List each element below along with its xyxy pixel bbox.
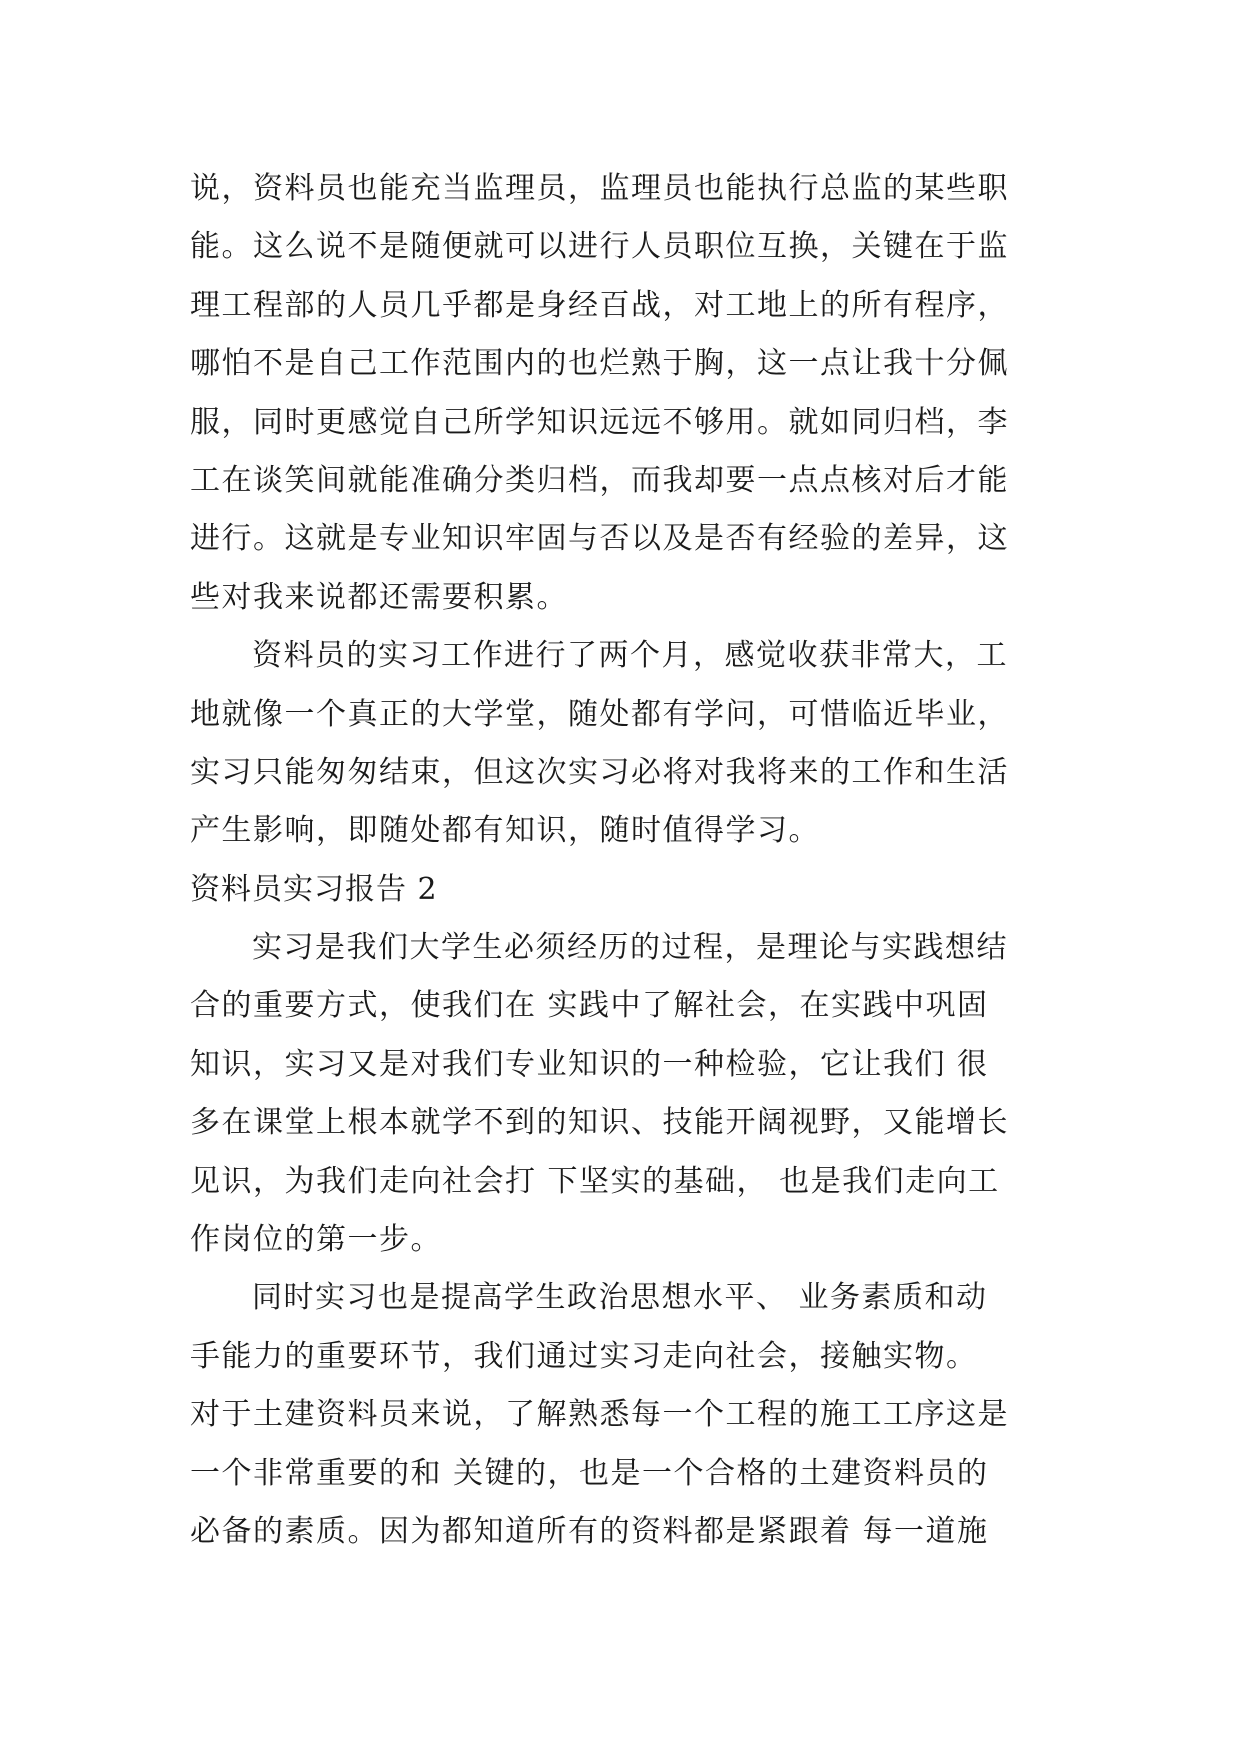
text-line: 作岗位的第一步。	[190, 1222, 442, 1258]
text-line: 理工程部的人员几乎都是身经百战，对工地上的所有程序，	[190, 287, 1009, 323]
text-line: 同时实习也是提高学生政治思想水平、 业务素质和动	[252, 1280, 988, 1316]
text-line: 些对我来说都还需要积累。	[190, 579, 568, 615]
text-line: 产生影响，即随处都有知识，随时值得学习。	[190, 813, 820, 849]
text-line: 手能力的重要环节，我们通过实习走向社会，接触实物。	[190, 1338, 978, 1374]
text-line: 合的重要方式，使我们在 实践中了解社会，在实践中巩固	[190, 988, 989, 1024]
text-line: 必备的素质。因为都知道所有的资料都是紧跟着 每一道施	[190, 1513, 989, 1549]
text-line: 工在谈笑间就能准确分类归档，而我却要一点点核对后才能	[190, 462, 1009, 498]
text-line: 知识，实习又是对我们专业知识的一种检验，它让我们 很	[190, 1046, 989, 1082]
text-line: 说，资料员也能充当监理员，监理员也能执行总监的某些职	[190, 171, 1009, 206]
text-line: 资料员的实习工作进行了两个月，感觉收获非常大，工	[252, 638, 1008, 674]
text-line: 多在课堂上根本就学不到的知识、技能开阔视野，又能增长	[190, 1105, 1009, 1141]
text-line: 地就像一个真正的大学堂，随处都有学问，可惜临近毕业，	[190, 696, 1009, 732]
section-title: 资料员实习报告 2	[190, 871, 438, 907]
paragraph-continuation	[190, 160, 1060, 627]
paragraph-conclusion	[190, 627, 1060, 861]
text-line: 实习只能匆匆结束，但这次实习必将对我将来的工作和生活	[190, 754, 1009, 790]
paragraph-internship-intro	[190, 919, 1060, 1269]
text-line: 哪怕不是自己工作范围内的也烂熟于胸，这一点让我十分佩	[190, 346, 1009, 382]
text-line: 实习是我们大学生必须经历的过程，是理论与实践想结	[252, 930, 1008, 966]
text-line: 对于土建资料员来说，了解熟悉每一个工程的施工工序这是	[190, 1397, 1009, 1433]
text-line: 一个非常重要的和 关键的，也是一个合格的土建资料员的	[190, 1455, 989, 1491]
document-body	[190, 160, 1060, 1561]
text-line: 能。这么说不是随便就可以进行人员职位互换，关键在于监	[190, 229, 1009, 265]
paragraph-internship-importance	[190, 1269, 1060, 1561]
text-line: 服，同时更感觉自己所学知识远远不够用。就如同归档，李	[190, 404, 1009, 440]
text-line: 见识，为我们走向社会打 下坚实的基础， 也是我们走向工	[190, 1163, 1000, 1199]
text-line: 进行。这就是专业知识牢固与否以及是否有经验的差异，这	[190, 521, 1009, 557]
